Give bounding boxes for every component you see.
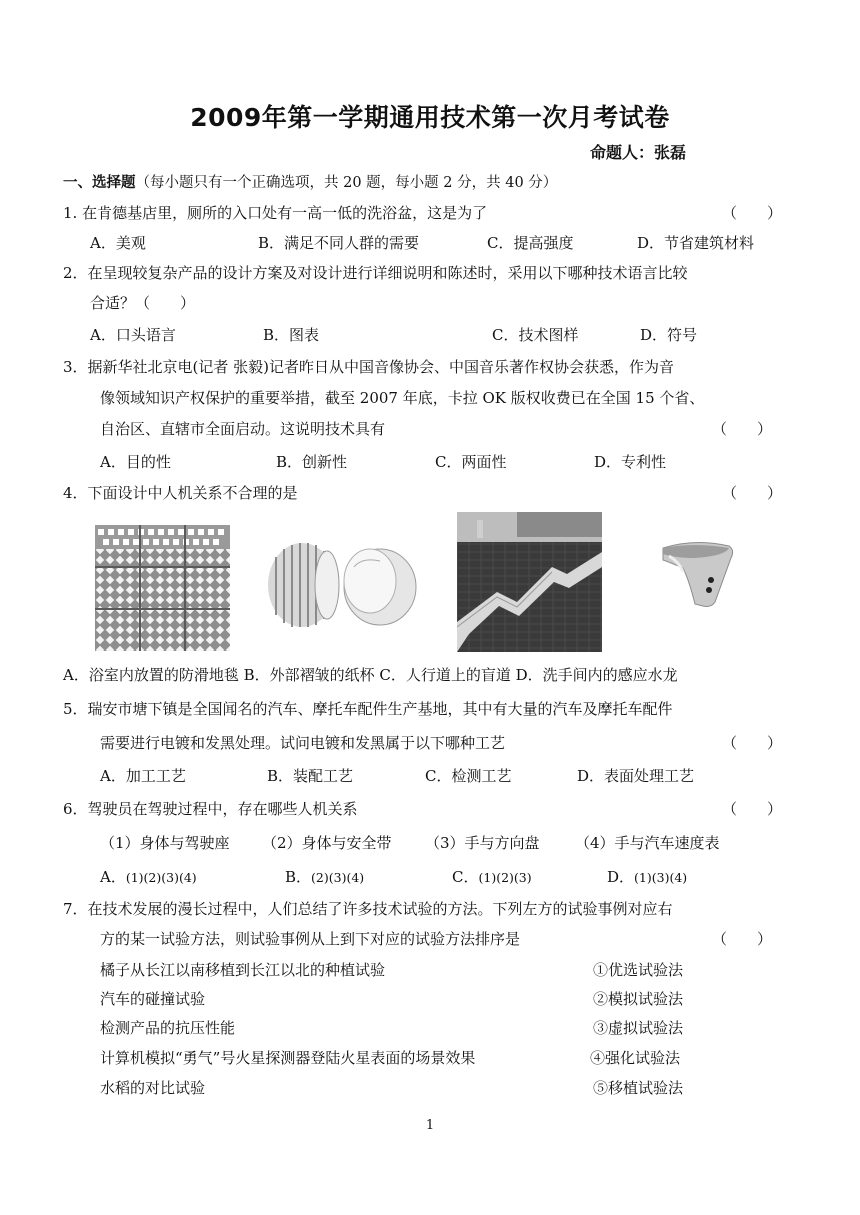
q6-option-b [285, 866, 364, 887]
q5-answer-paren: （ ） [722, 734, 783, 752]
q3-text-line1: 3．据新华社北京电(记者 张毅)记者昨日从中国音像协会、中国音乐著作权协会获悉，作为音 [63, 358, 675, 376]
q7-text-line1: 7．在技术发展的漫长过程中，人们总结了许多技术试验的方法。下列左方的试验事例对应右 [63, 900, 673, 918]
q7-example-4: 计算机模拟“勇气”号火星探测器登陆火星表面的场景效果 [100, 1049, 476, 1067]
q2-text-line2: 合适？（ ） [90, 294, 196, 312]
section-label: 一、选择题 [63, 175, 136, 191]
q1-text: 1. 在肯德基店里，厕所的入口处有一高一低的洗浴盆，这是为了 [63, 204, 488, 222]
paper-cup-image [262, 527, 420, 637]
q5-option-c: C．检测工艺 [425, 767, 512, 785]
q6-option-c-value: (1)(2)(3) [478, 870, 532, 885]
q6-answer-paren: （ ） [722, 800, 783, 818]
q6-option-c-label: C． [452, 868, 479, 886]
q6-item-2: （2）身体与安全带 [262, 834, 392, 852]
q4-image-captions: A．浴室内放置的防滑地毯 B．外部褶皱的纸杯 C．人行道上的盲道 D．洗手间内的感应水龙 [63, 666, 678, 684]
q7-method-2: ②模拟试验法 [593, 990, 684, 1008]
q5-option-a: A．加工工艺 [100, 767, 186, 785]
q3-option-b: B．创新性 [276, 453, 348, 471]
q1-option-a: A．美观 [90, 234, 146, 252]
q6-option-d-value: (1)(3)(4) [634, 870, 688, 885]
q3-text-line3: 自治区、直辖市全面启动。这说明技术具有 [100, 420, 386, 438]
q6-option-b-value: (2)(3)(4) [311, 870, 365, 885]
q7-method-1: ①优选试验法 [593, 961, 684, 979]
q7-method-5: ⑤移植试验法 [593, 1079, 684, 1097]
q2-option-b: B．图表 [263, 326, 320, 344]
q7-example-2: 汽车的碰撞试验 [100, 990, 206, 1008]
q7-method-3: ③虚拟试验法 [593, 1019, 684, 1037]
q6-option-d [607, 866, 687, 887]
section-note: （每小题只有一个正确选项，共 20 题，每小题 2 分，共 40 分） [135, 175, 558, 191]
q7-method-4: ④强化试验法 [590, 1049, 681, 1067]
page-number: 1 [425, 1118, 435, 1133]
anti-slip-mat-image [95, 525, 230, 651]
q2-option-d: D．符号 [640, 326, 698, 344]
q2-option-a: A．口头语言 [90, 326, 176, 344]
sensor-faucet-image [655, 540, 737, 610]
q6-option-a-label: A． [100, 868, 126, 886]
q1-option-d: D．节省建筑材料 [637, 234, 755, 252]
q6-item-3: （3）手与方向盘 [425, 834, 540, 852]
exam-title: 2009年第一学期通用技术第一次月考试卷 [190, 103, 670, 132]
q5-option-d: D．表面处理工艺 [577, 767, 695, 785]
q7-example-5: 水稻的对比试验 [100, 1079, 206, 1097]
q7-example-1: 橘子从长江以南移植到长江以北的种植试验 [100, 961, 386, 979]
q2-option-c: C．技术图样 [492, 326, 579, 344]
q1-answer-paren: （ ） [722, 204, 783, 222]
q3-option-c: C．两面性 [435, 453, 507, 471]
q4-text: 4．下面设计中人机关系不合理的是 [63, 484, 298, 502]
q6-option-c [452, 866, 532, 887]
q5-option-b: B．装配工艺 [267, 767, 354, 785]
q3-option-d: D．专利性 [594, 453, 667, 471]
blind-path-image [457, 512, 602, 652]
section-heading [63, 171, 557, 192]
q6-option-b-label: B． [285, 868, 312, 886]
q7-text-line2: 方的某一试验方法，则试验事例从上到下对应的试验方法排序是 [100, 930, 521, 948]
q6-option-a-value: (1)(2)(3)(4) [125, 870, 197, 885]
q4-answer-paren: （ ） [722, 484, 783, 502]
q6-option-a [100, 866, 197, 887]
q1-option-c: C．提高强度 [487, 234, 574, 252]
q3-answer-paren: （ ） [712, 420, 773, 438]
q5-text-line2: 需要进行电镀和发黑处理。试问电镀和发黑属于以下哪种工艺 [100, 734, 506, 752]
q3-text-line2: 像领域知识产权保护的重要举措，截至 2007 年底，卡拉 OK 版权收费已在全国 15 个省、 [100, 389, 705, 407]
q2-text-line1: 2．在呈现较复杂产品的设计方案及对设计进行详细说明和陈述时，采用以下哪种技术语言比较 [63, 264, 688, 282]
q6-item-4: （4）手与汽车速度表 [575, 834, 720, 852]
q7-answer-paren: （ ） [712, 930, 773, 948]
q7-example-3: 检测产品的抗压性能 [100, 1019, 236, 1037]
q6-text: 6．驾驶员在驾驶过程中，存在哪些人机关系 [63, 800, 358, 818]
q6-option-d-label: D． [607, 868, 635, 886]
q5-text-line1: 5．瑞安市塘下镇是全国闻名的汽车、摩托车配件生产基地，其中有大量的汽车及摩托车配件 [63, 700, 673, 718]
exam-author: 命题人：张磊 [590, 143, 687, 162]
q1-option-b: B．满足不同人群的需要 [258, 234, 420, 252]
q3-option-a: A．目的性 [100, 453, 171, 471]
q6-item-1: （1）身体与驾驶座 [100, 834, 230, 852]
